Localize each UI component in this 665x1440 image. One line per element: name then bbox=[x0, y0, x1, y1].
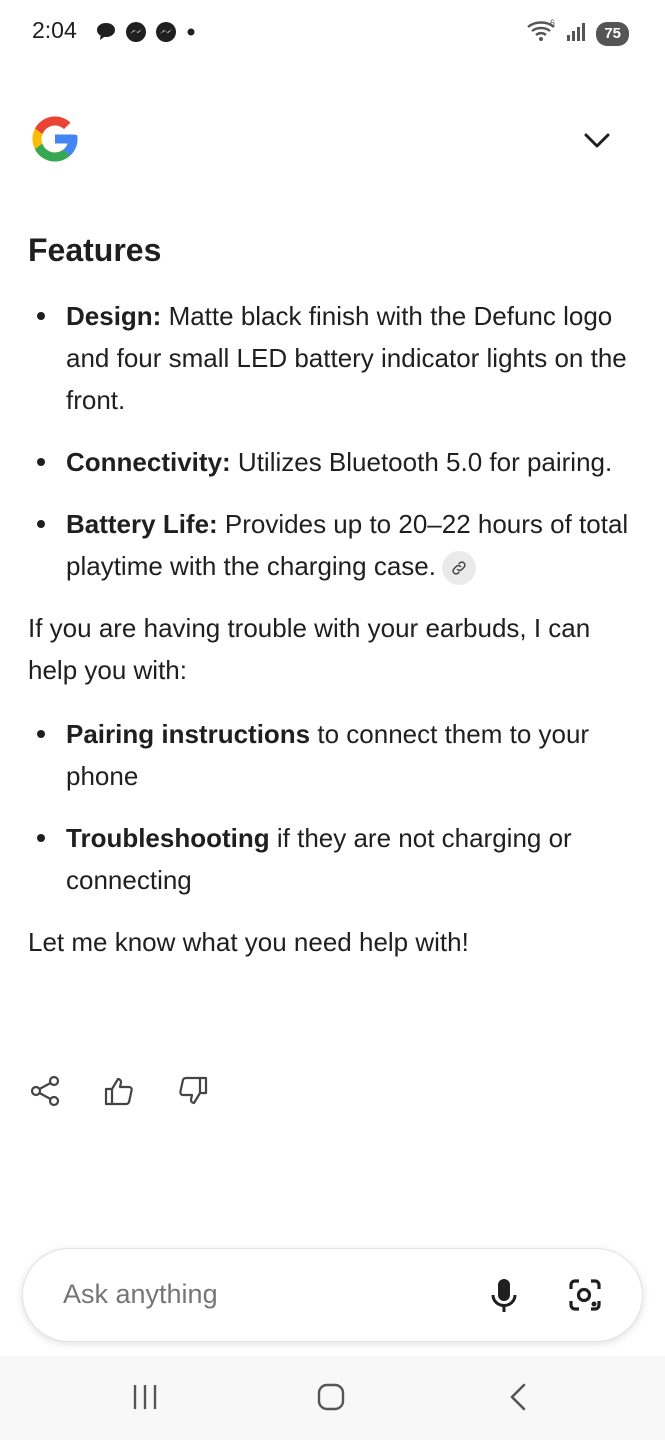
feature-label: Connectivity: bbox=[66, 447, 231, 477]
microphone-icon[interactable] bbox=[489, 1277, 519, 1315]
signal-icon bbox=[566, 20, 588, 47]
closing-text: Let me know what you need help with! bbox=[28, 927, 469, 957]
help-label: Troubleshooting bbox=[66, 823, 270, 853]
dot-icon bbox=[184, 25, 198, 39]
thumbs-down-icon[interactable] bbox=[176, 1072, 210, 1110]
help-list bbox=[28, 713, 638, 901]
list-item bbox=[28, 503, 638, 587]
thumbs-up-icon[interactable] bbox=[102, 1072, 136, 1110]
google-lens-icon[interactable] bbox=[567, 1277, 603, 1313]
home-icon[interactable] bbox=[316, 1382, 346, 1412]
search-input[interactable] bbox=[63, 1279, 443, 1310]
help-text: if they are not charging or connecting bbox=[66, 823, 572, 895]
feature-text: Matte black finish with the Defunc logo and four small LED battery indicator lights on the front. bbox=[66, 301, 627, 415]
wifi-icon bbox=[526, 18, 558, 49]
battery-indicator: 75 bbox=[596, 22, 629, 46]
notification-icons bbox=[94, 20, 198, 44]
back-icon[interactable] bbox=[504, 1382, 534, 1412]
system-nav-bar bbox=[0, 1356, 665, 1440]
response-actions bbox=[28, 1072, 210, 1110]
list-item bbox=[28, 441, 638, 483]
svg-text:6: 6 bbox=[550, 18, 556, 28]
app-header bbox=[0, 100, 665, 180]
google-logo bbox=[28, 112, 82, 166]
messenger-icon bbox=[124, 20, 148, 44]
list-item bbox=[28, 295, 638, 421]
feature-label: Design: bbox=[66, 301, 162, 331]
messenger-icon bbox=[154, 20, 178, 44]
status-time: 2:04 bbox=[32, 17, 77, 43]
chevron-down-icon[interactable] bbox=[581, 124, 613, 156]
status-bar bbox=[0, 0, 665, 64]
ask-bar bbox=[22, 1248, 643, 1342]
feature-label: Battery Life: bbox=[66, 509, 218, 539]
share-icon[interactable] bbox=[28, 1072, 62, 1110]
response-content bbox=[28, 232, 638, 985]
help-text: to connect them to your phone bbox=[66, 719, 590, 791]
feature-text: Utilizes Bluetooth 5.0 for pairing. bbox=[230, 447, 613, 477]
recent-apps-icon[interactable] bbox=[130, 1382, 160, 1412]
link-icon[interactable] bbox=[442, 551, 476, 585]
chat-bubble-icon bbox=[94, 20, 118, 44]
feature-text: Provides up to 20–22 hours of total playtime with the charging case. bbox=[66, 509, 629, 581]
help-label: Pairing instructions bbox=[66, 719, 311, 749]
features-list bbox=[28, 295, 638, 587]
features-heading: Features bbox=[28, 232, 162, 268]
help-intro: If you are having trouble with your earbuds, I can help you with: bbox=[28, 613, 591, 685]
list-item bbox=[28, 817, 638, 901]
status-right bbox=[526, 18, 629, 49]
list-item bbox=[28, 713, 638, 797]
